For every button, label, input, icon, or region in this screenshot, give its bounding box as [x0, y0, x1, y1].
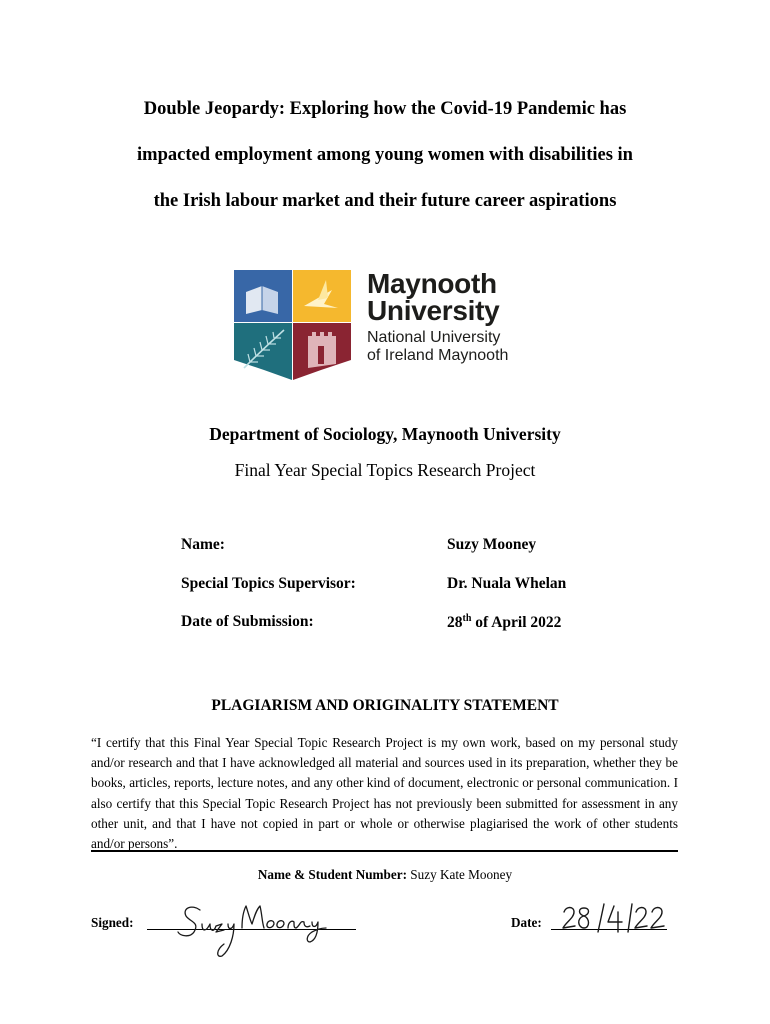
signature-date-label: Date: — [511, 915, 542, 930]
signed-label: Signed: — [91, 915, 134, 930]
divider — [91, 850, 678, 852]
student-value: Suzy Kate Mooney — [406, 867, 513, 882]
date-suffix: th — [462, 613, 472, 624]
logo-sub-line-2: of Ireland Maynooth — [367, 347, 509, 364]
detail-row-name — [181, 536, 601, 575]
supervisor-label: Special Topics Supervisor: — [181, 574, 356, 592]
date-rest: of April 2022 — [471, 614, 562, 632]
date-day: 28 — [447, 614, 463, 632]
department-heading: Department of Sociology, Maynooth University — [209, 424, 561, 444]
document-title — [40, 86, 730, 224]
title-line-2: impacted employment among young women with disabilities in — [137, 145, 633, 165]
detail-row-date — [181, 613, 601, 652]
detail-row-supervisor — [181, 575, 601, 614]
university-logo — [234, 270, 538, 380]
student-label: Name & Student Number: — [257, 867, 407, 882]
title-line-3: the Irish labour market and their future career aspirations — [153, 191, 617, 211]
title-line-1: Double Jeopardy: Exploring how the Covid-19 Pandemic has — [143, 99, 627, 119]
handwritten-date — [560, 902, 670, 934]
name-value: Suzy Mooney — [447, 536, 537, 553]
submission-details — [181, 536, 601, 652]
supervisor-value: Dr. Nuala Whelan — [447, 574, 567, 592]
handwritten-signature — [170, 898, 330, 960]
logo-name-line-2: University — [367, 295, 500, 326]
project-type: Final Year Special Topics Research Project — [234, 460, 536, 480]
statement-body: “I certify that this Final Year Special Topic Research Project is my own work, based on my personal study and/or research and that I have acknowledged all material and sources used in its preparation, whether they be books, articles, reports, lecture notes, and any other kind of document, electronic or personal communication. I also certify that this Special Topic Research Project has not previously been submitted for assessment in any other unit, and that I have not copied in part or whole or otherwise plagiarised the work of other students and/or persons”. — [91, 735, 678, 852]
name-label: Name: — [181, 536, 225, 553]
logo-sub-line-1: National University — [367, 329, 501, 346]
statement-heading: PLAGIARISM AND ORIGINALITY STATEMENT — [211, 697, 559, 714]
logo-wordmark — [367, 270, 542, 365]
student-line — [0, 867, 770, 883]
submission-date-label: Date of Submission: — [181, 613, 314, 630]
university-crest-icon — [234, 270, 351, 380]
logo-name-line-1: Maynooth — [367, 268, 497, 299]
submission-date-value — [447, 613, 561, 632]
